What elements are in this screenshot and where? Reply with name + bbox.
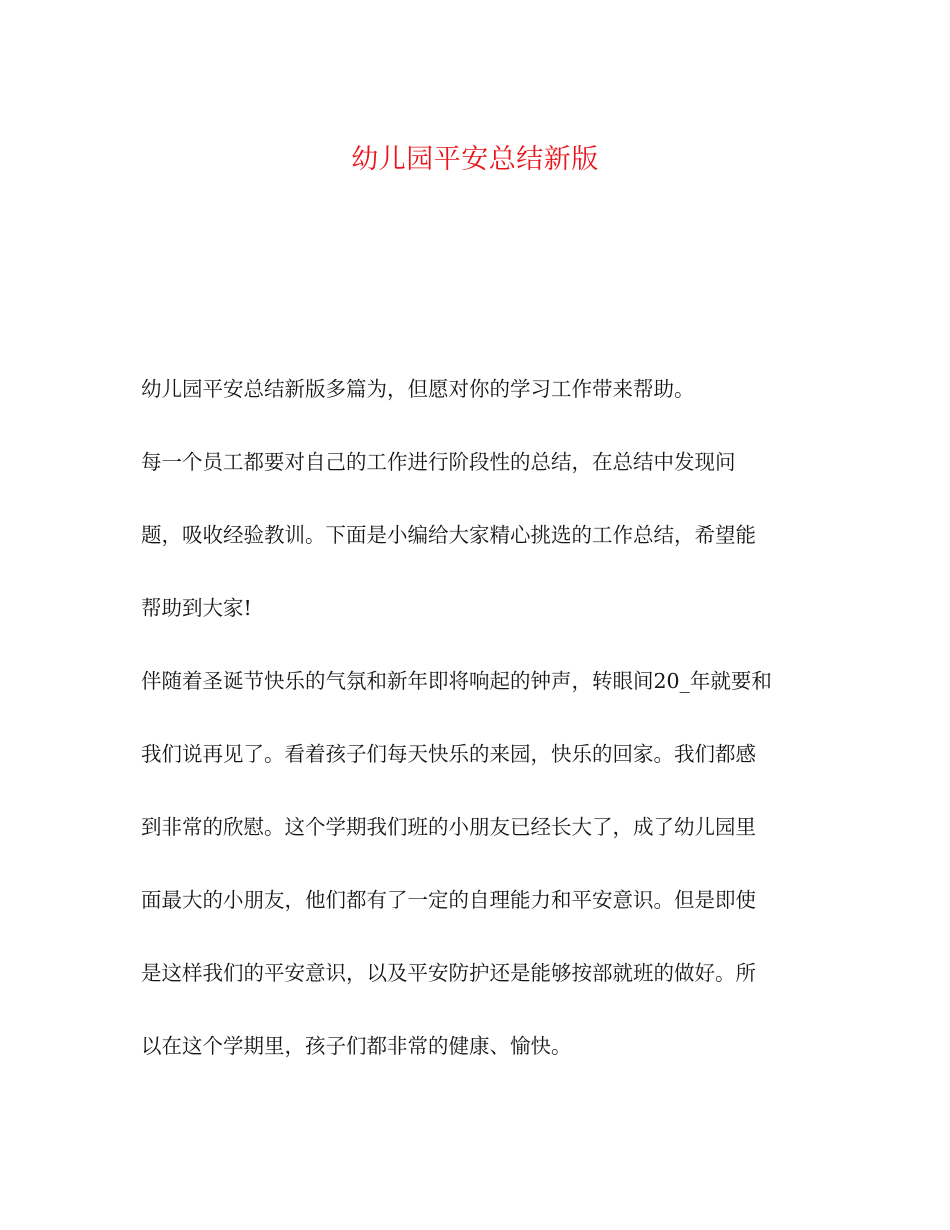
- paragraph-line: 题，吸收经验教训。下面是小编给大家精心挑选的工作总结，希望能: [141, 523, 756, 547]
- paragraph-line: 是这样我们的平安意识，以及平安防护还是能够按部就班的做好。所: [141, 961, 756, 985]
- intro-line: 幼儿园平安总结新版多篇为，但愿对你的学习工作带来帮助。: [141, 377, 695, 401]
- document-title: 幼儿园平安总结新版: [351, 144, 599, 175]
- paragraph-line: 伴随着圣诞节快乐的气氛和新年即将响起的钟声，转眼间20_年就要和: [141, 669, 772, 693]
- paragraph-line: 我们说再见了。看着孩子们每天快乐的来园，快乐的回家。我们都感: [141, 742, 756, 766]
- paragraph-line: 到非常的欣慰。这个学期我们班的小朋友已经长大了，成了幼儿园里: [141, 815, 756, 839]
- paragraph-line: 帮助到大家!: [141, 596, 252, 620]
- paragraph-line: 每一个员工都要对自己的工作进行阶段性的总结，在总结中发现问: [141, 450, 736, 474]
- paragraph-line: 面最大的小朋友，他们都有了一定的自理能力和平安意识。但是即使: [141, 888, 756, 912]
- paragraph-line: 以在这个学期里，孩子们都非常的健康、愉快。: [141, 1034, 572, 1058]
